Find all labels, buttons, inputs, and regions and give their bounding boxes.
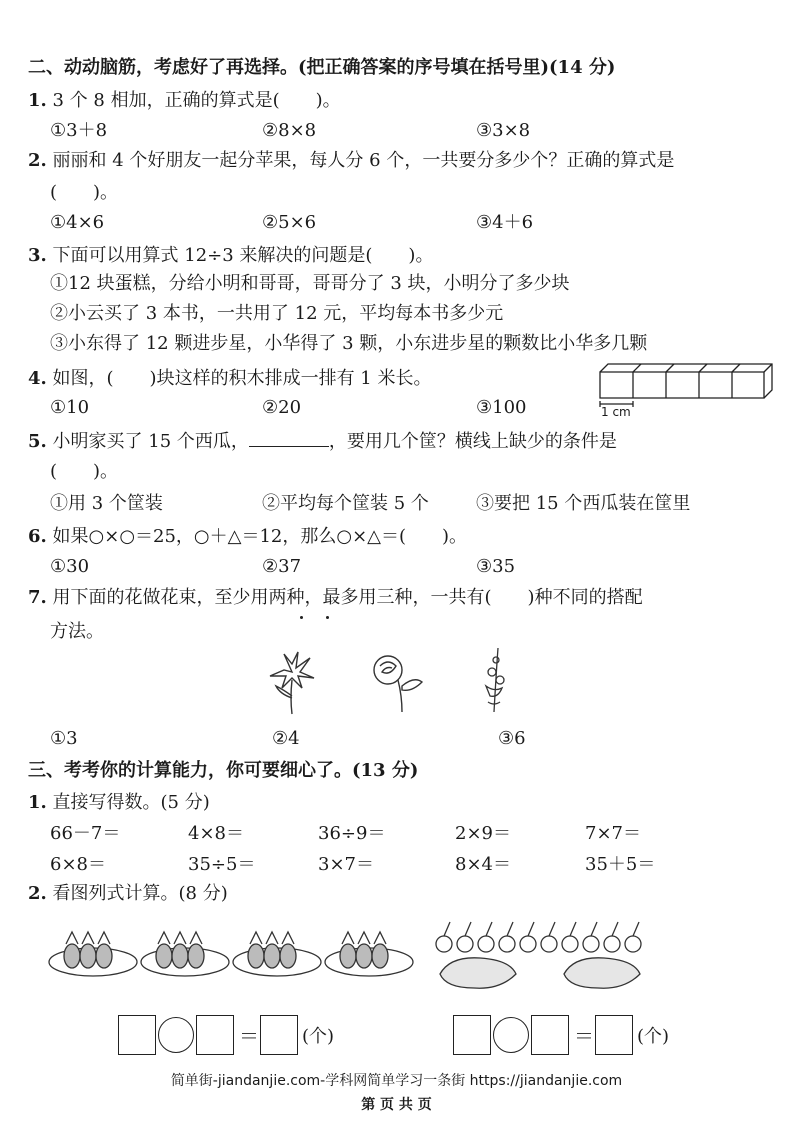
equals-sign: ＝ [239,1024,259,1048]
question-text: 3 个 8 相加，正确的算式是( )。 [52,90,341,111]
option-2: ②37 [262,556,302,577]
answer-box[interactable] [118,1015,156,1055]
question-5 [28,430,617,454]
option-3: ③100 [476,397,527,418]
question-continuation: ( )。 [50,461,119,482]
question-1 [28,791,210,815]
calc-item: 8×4＝ [455,854,511,875]
question-2 [28,882,228,906]
calc-item: 35÷5＝ [188,854,256,875]
calc-item: 2×9＝ [455,823,511,844]
page-number: 第 页 共 页 [361,1097,432,1113]
option-2: ②20 [262,397,302,418]
section-heading-3: 三、考考你的计算能力，你可要细心了。(13 分) [28,760,419,781]
option-1: ①用 3 个筐装 [50,493,163,514]
answer-box[interactable] [453,1015,491,1055]
calc-item: 3×7＝ [318,854,374,875]
emphasis-dot [326,616,329,619]
cherries-plates-image [430,916,670,996]
calc-item: 35＋5＝ [585,854,656,875]
question-7 [28,586,643,610]
question-text: 如果○×○＝25，○＋△＝12，那么○×△＝( )。 [52,526,468,547]
calc-item: 4×8＝ [188,823,244,844]
operator-circle[interactable] [493,1017,529,1053]
answer-box[interactable] [531,1015,569,1055]
option-2: ②5×6 [262,212,317,233]
option-2: ②平均每个筐装 5 个 [262,493,429,514]
answer-box[interactable] [260,1015,298,1055]
option-3: ③6 [498,728,526,749]
question-text: 看图列式计算。(8 分) [52,883,228,904]
question-number: 6. [28,526,47,547]
calc-item: 6×8＝ [50,854,106,875]
option-1: ①30 [50,556,90,577]
unit-label: (个) [637,1026,670,1047]
pineapple-plates-image [48,926,418,982]
question-number: 2. [28,150,47,171]
section-heading-2: 二、动动脑筋，考虑好了再选择。(把正确答案的序号填在括号里)(14 分) [28,57,616,78]
rose-flower-icon [368,652,428,714]
question-1 [28,89,341,113]
footer-site: 简单街-jiandanjie.com-学科网简单学习一条街 https://jiandanjie.com [170,1073,623,1089]
option-3: ③小东得了 12 颗进步星，小华得了 3 颗，小东进步星的颗数比小华多几颗 [50,333,648,354]
question-number: 4. [28,368,47,389]
fill-in-blank-line[interactable] [249,430,329,447]
question-text: ，要用几个筐？横线上缺少的条件是 [328,431,617,452]
question-number: 5. [28,431,47,452]
lily-flower-icon [262,650,322,716]
question-text: 小明家买了 15 个西瓜， [52,431,249,452]
figure-label: 1 cm [601,405,631,419]
option-2: ②8×8 [262,120,317,141]
plate-icon [49,932,137,976]
question-3 [28,244,433,268]
option-2: ②4 [272,728,300,749]
question-4 [28,367,431,391]
calc-item: 36÷9＝ [318,823,386,844]
question-continuation: 方法。 [50,621,104,642]
option-1: ①12 块蛋糕，分给小明和哥哥，哥哥分了 3 块，小明分了多少块 [50,273,570,294]
question-text: 直接写得数。(5 分) [52,792,210,813]
equals-sign: ＝ [574,1024,594,1048]
question-number: 2. [28,883,47,904]
question-number: 1. [28,792,47,813]
option-1: ①10 [50,397,90,418]
option-1: ①3＋8 [50,120,108,141]
option-3: ③4＋6 [476,212,534,233]
emphasis-dot [300,616,303,619]
question-text: 丽丽和 4 个好朋友一起分苹果，每人分 6 个，一共要分多少个？正确的算式是 [52,150,675,171]
unit-label: (个) [302,1026,335,1047]
option-3: ③要把 15 个西瓜装在筐里 [476,493,691,514]
question-text: 下面可以用算式 12÷3 来解决的问题是( )。 [52,245,434,266]
question-6 [28,525,467,549]
answer-box[interactable] [595,1015,633,1055]
calc-item: 66－7＝ [50,823,121,844]
question-text: 用下面的花做花束，至少用两种，最多用三种，一共有( )种不同的搭配 [52,587,643,608]
question-number: 3. [28,245,47,266]
operator-circle[interactable] [158,1017,194,1053]
option-3: ③3×8 [476,120,531,141]
calc-item: 7×7＝ [585,823,641,844]
question-number: 1. [28,90,47,111]
question-2 [28,149,674,173]
answer-box[interactable] [196,1015,234,1055]
question-number: 7. [28,587,47,608]
option-3: ③35 [476,556,516,577]
orchid-flower-icon [478,646,512,716]
option-1: ①3 [50,728,78,749]
question-continuation: ( )。 [50,182,119,203]
option-2: ②小云买了 3 本书，一共用了 12 元，平均每本书多少元 [50,303,504,324]
option-1: ①4×6 [50,212,105,233]
question-text: 如图，( )块这样的积木排成一排有 1 米长。 [52,368,432,389]
